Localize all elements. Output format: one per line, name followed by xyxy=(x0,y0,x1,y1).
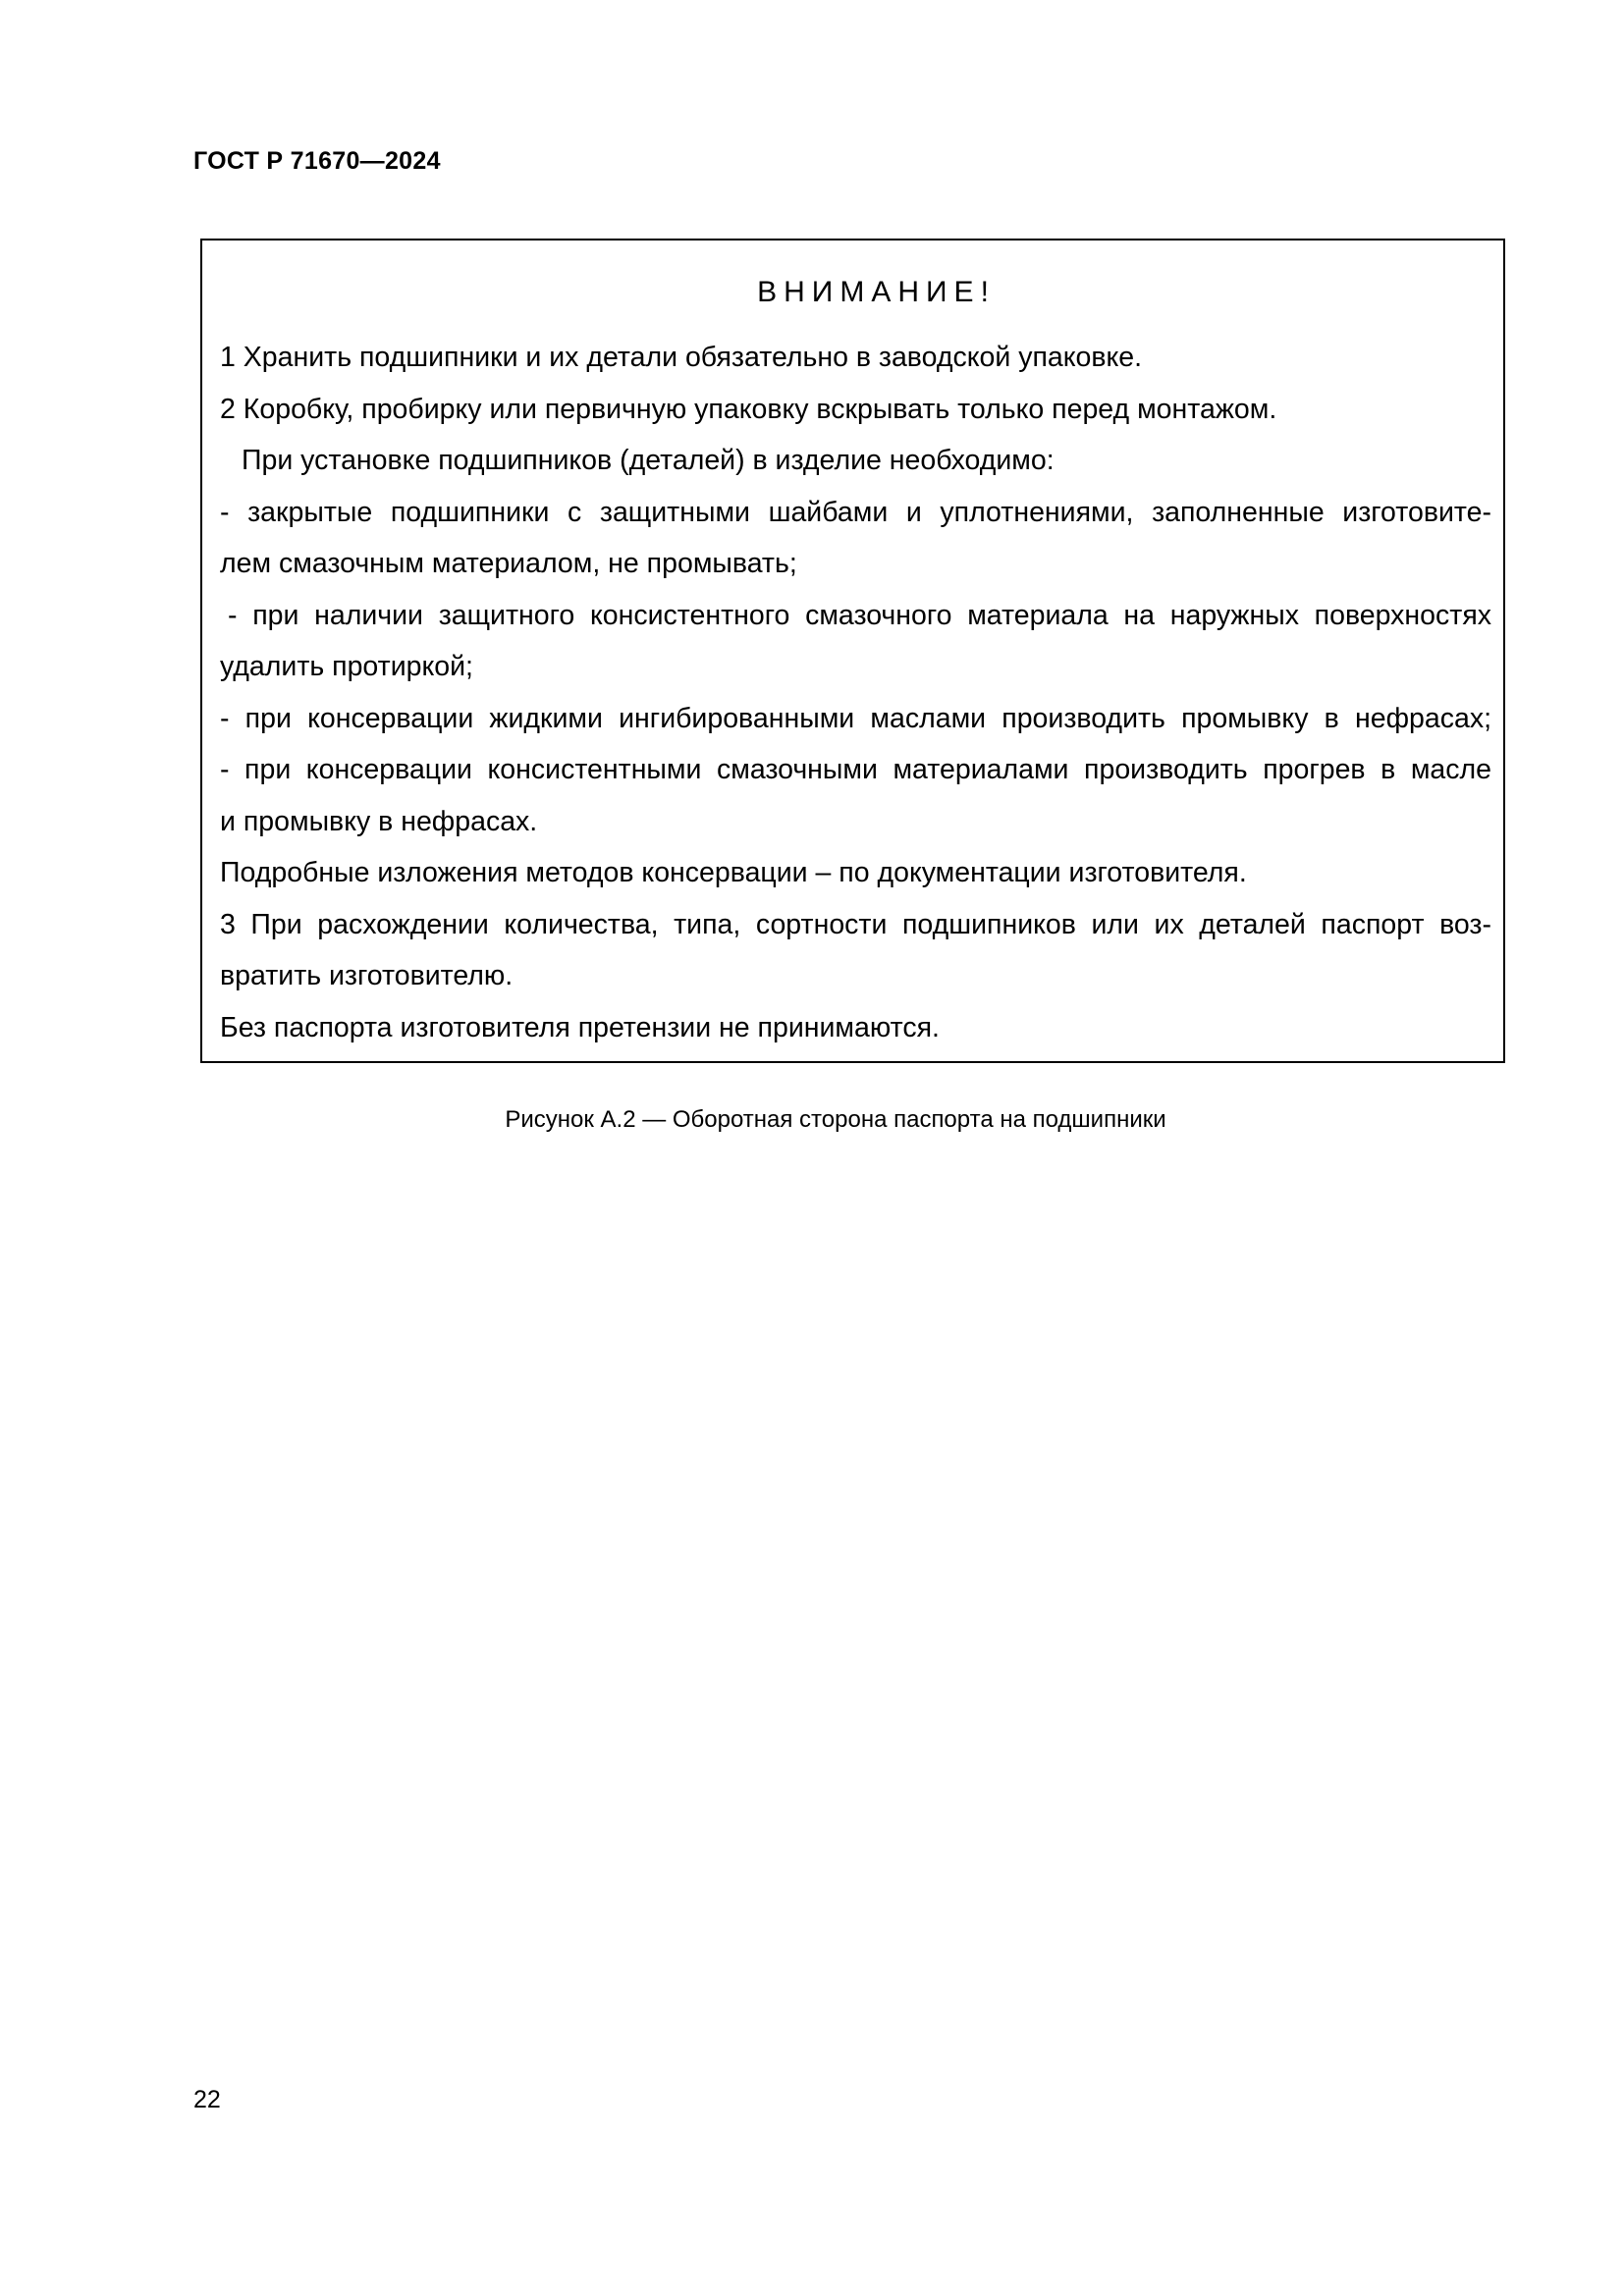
page-number: 22 xyxy=(193,2086,221,2113)
notice-line: Без паспорта изготовителя претензии не принимаются. xyxy=(220,1011,940,1043)
notice-box xyxy=(200,239,1505,1063)
document-code-header: ГОСТ Р 71670—2024 xyxy=(193,147,441,175)
notice-line: При установке подшипников (деталей) в изделие необходимо: xyxy=(242,445,1055,476)
notice-title: ВНИМАНИЕ! xyxy=(757,276,996,308)
figure-caption: Рисунок А.2 — Оборотная сторона паспорта на подшипники xyxy=(505,1106,1166,1133)
notice-line: 3 При расхождении количества, типа, сортности подшипников или их деталей паспорт воз- xyxy=(220,908,1491,940)
notice-line: удалить протиркой; xyxy=(220,651,473,682)
notice-line: 2 Коробку, пробирку или первичную упаковку вскрывать только перед монтажом. xyxy=(220,393,1277,425)
notice-line: - при консервации жидкими ингибированными маслами производить промывку в нефрасах; xyxy=(220,702,1491,734)
notice-line: Подробные изложения методов консервации – по документации изготовителя. xyxy=(220,857,1247,888)
notice-line: лем смазочным материалом, не промывать; xyxy=(220,548,797,579)
notice-line: - закрытые подшипники с защитными шайбами и уплотнениями, заполненные изготовите- xyxy=(220,496,1491,528)
notice-line: и промывку в нефрасах. xyxy=(220,805,538,837)
notice-line: - при наличии защитного консистентного смазочного материала на наружных поверхностях xyxy=(228,599,1491,631)
notice-line: вратить изготовителю. xyxy=(220,960,514,991)
notice-line: 1 Хранить подшипники и их детали обязательно в заводской упаковке. xyxy=(220,342,1143,373)
notice-line: - при консервации консистентными смазочными материалами производить прогрев в масле xyxy=(220,754,1491,785)
